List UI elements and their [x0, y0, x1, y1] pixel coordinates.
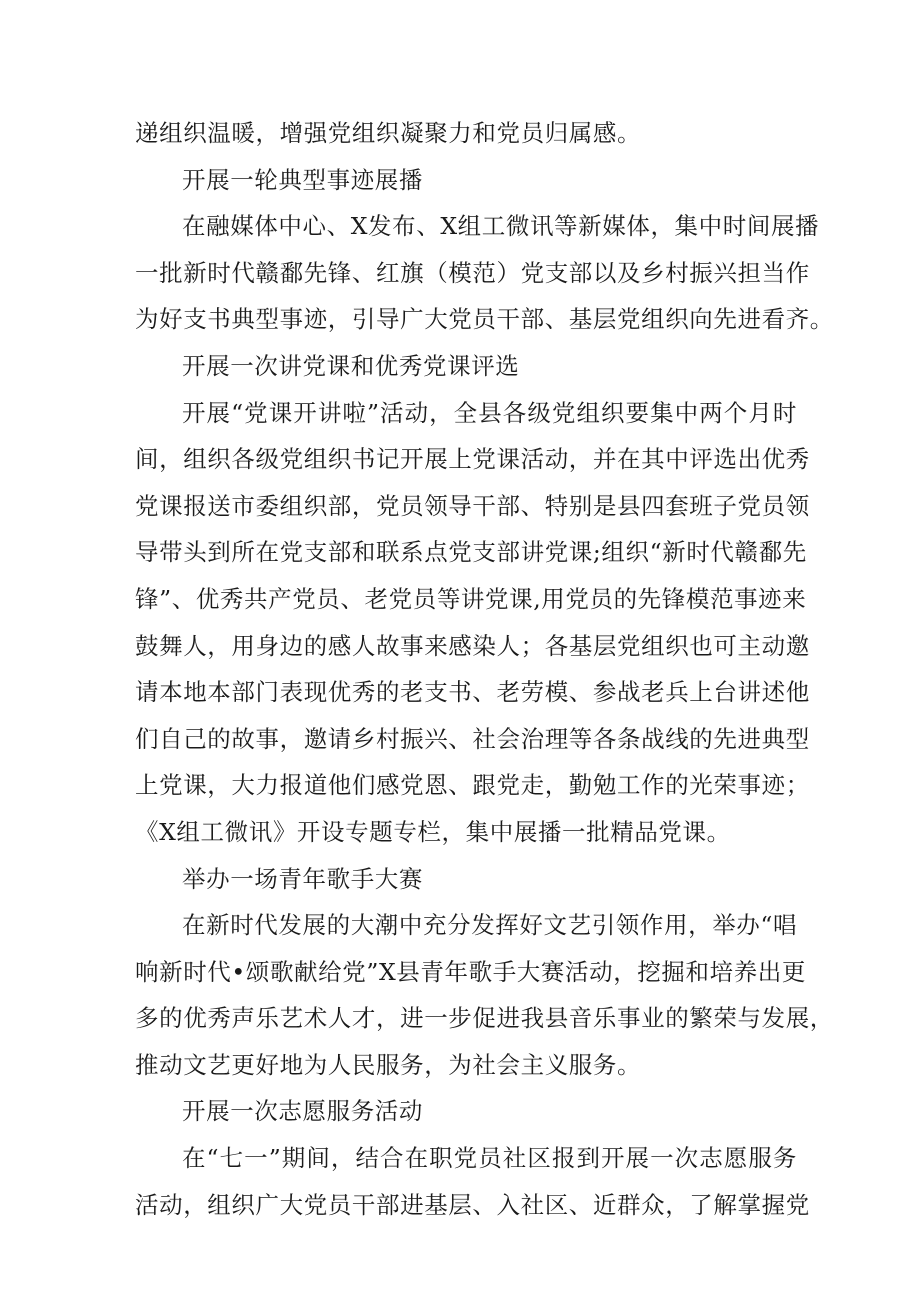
text-line: 在融媒体中心、X发布、X组工微讯等新媒体，集中时间展播: [182, 212, 820, 241]
text-line: 一批新时代赣鄱先锋、红旗（模范）党支部以及乡村振兴担当作: [135, 258, 810, 287]
document-body: [135, 110, 834, 1228]
text-line: 在“七一”期间，结合在职党员社区报到开展一次志愿服务: [182, 1144, 797, 1173]
section-heading-volunteer-service: 开展一次志愿服务活动: [182, 1097, 423, 1126]
text-line: 间，组织各级党组织书记开展上党课活动，并在其中评选出优秀: [135, 445, 810, 474]
text-line: 《X组工微讯》开设专题专栏，集中展播一批精品党课。: [135, 817, 731, 846]
text-line: 们自己的故事，邀请乡村振兴、社会治理等各条战线的先进典型: [135, 724, 810, 753]
text-line: 活动，组织广大党员干部进基层、入社区、近群众，了解掌握党: [135, 1190, 810, 1219]
text-line: 递组织温暖，增强党组织凝聚力和党员归属感。: [135, 119, 642, 147]
text-line: 为好支书典型事迹，引导广大党员干部、基层党组织向先进看齐。: [135, 305, 834, 334]
section-heading-typical-deeds: 开展一轮典型事迹展播: [182, 165, 423, 194]
text-line: 响新时代•颂歌献给党”X县青年歌手大赛活动，挖掘和培养出更: [135, 957, 807, 986]
text-line: 多的优秀声乐艺术人才，进一步促进我县音乐事业的繁荣与发展，: [135, 1004, 834, 1033]
text-line: 开展“党课开讲啦”活动，全县各级党组织要集中两个月时: [182, 398, 797, 427]
text-line: 推动文艺更好地为人民服务，为社会主义服务。: [135, 1050, 642, 1079]
text-line: 党课报送市委组织部，党员领导干部、特别是县四套班子党员领: [135, 491, 810, 520]
text-line: 导带头到所在党支部和联系点党支部讲党课;组织“新时代赣鄱先: [135, 538, 807, 567]
section-heading-party-lesson: 开展一次讲党课和优秀党课评选: [182, 351, 520, 380]
text-line: 请本地本部门表现优秀的老支书、老劳模、参战老兵上台讲述他: [135, 678, 810, 707]
text-line: 锋”、优秀共产党员、老党员等讲党课,用党员的先锋模范事迹来: [135, 584, 807, 613]
section-heading-singer-contest: 举办一场青年歌手大赛: [182, 864, 423, 893]
text-line: 上党课，大力报道他们感党恩、跟党走，勤勉工作的光荣事迹；: [135, 771, 810, 800]
text-line: 鼓舞人，用身边的感人故事来感染人；各基层党组织也可主动邀: [135, 631, 810, 660]
text-line: 在新时代发展的大潮中充分发挥好文艺引领作用，举办“唱: [182, 911, 798, 940]
